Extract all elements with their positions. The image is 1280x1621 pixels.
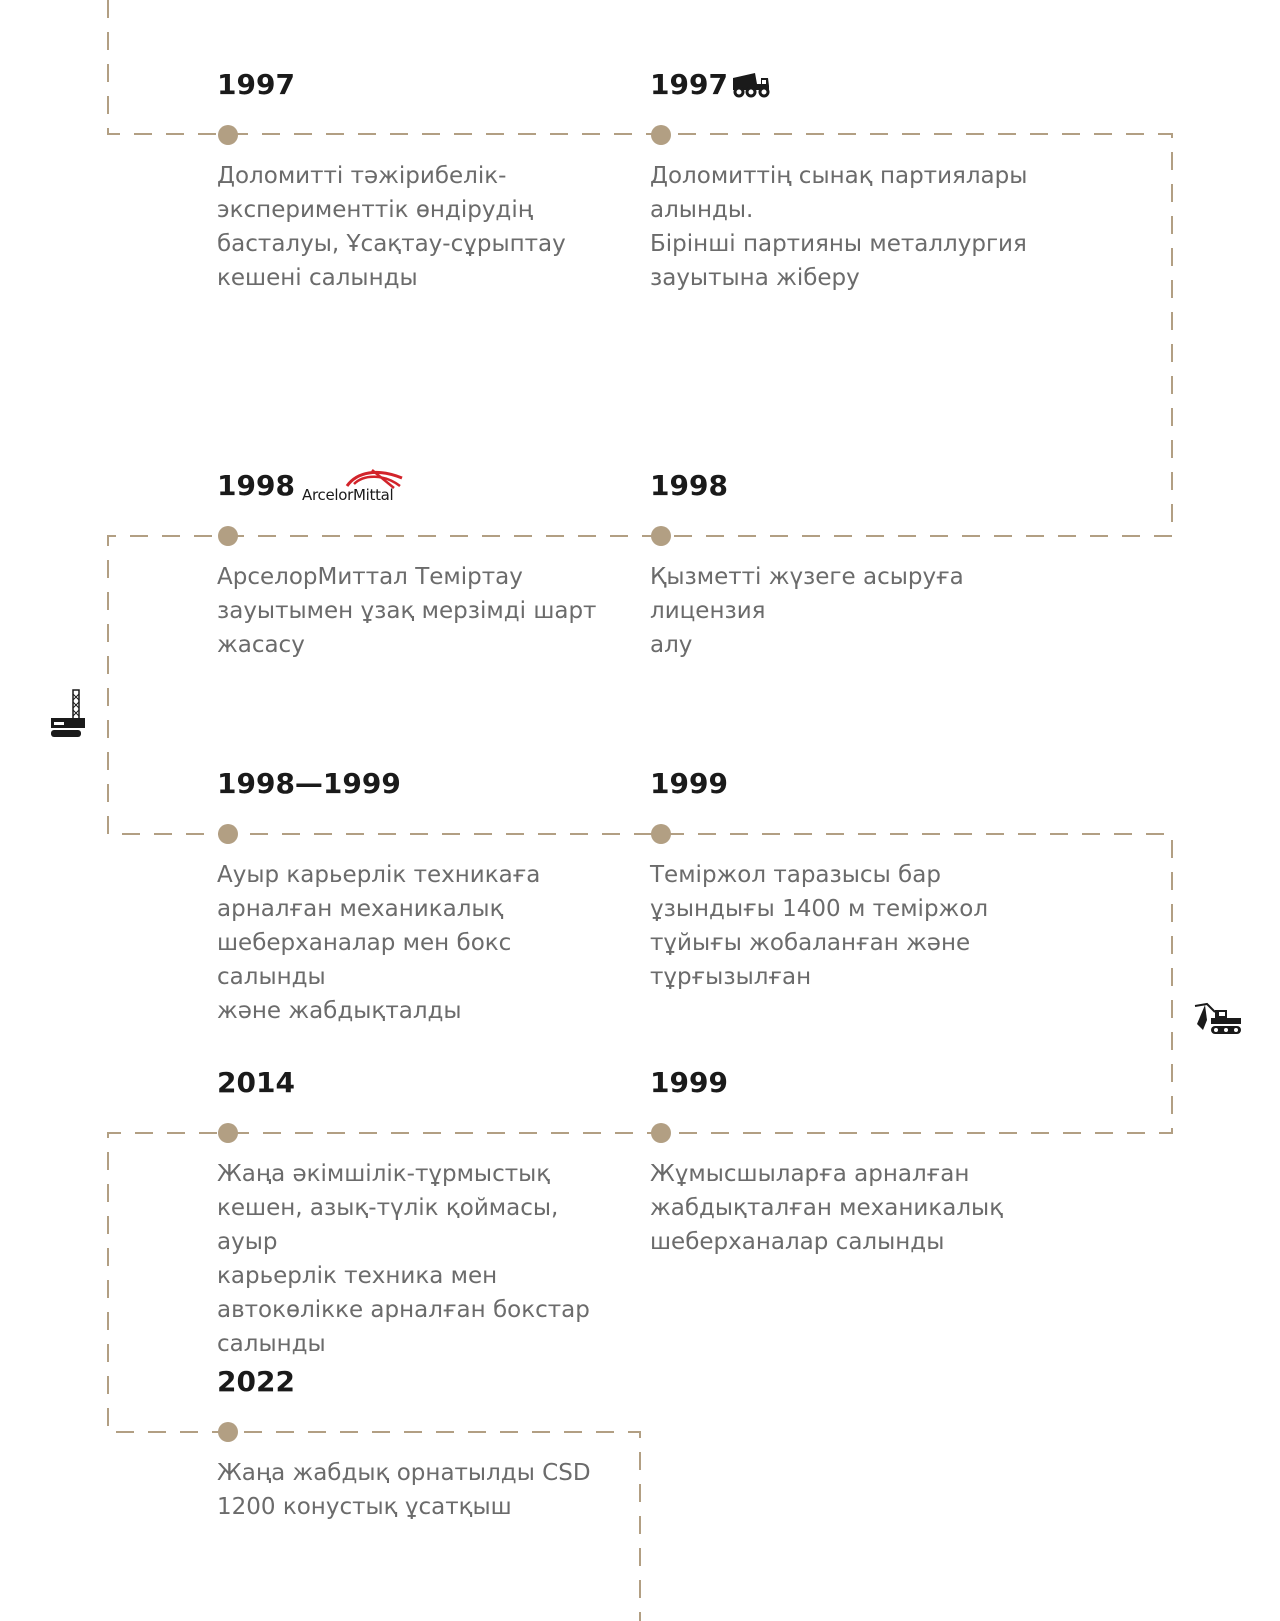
timeline-dot (651, 824, 671, 844)
event-year: 1997 (650, 68, 728, 101)
timeline-dot (651, 526, 671, 546)
timeline-dot (651, 125, 671, 145)
event-description: Ауыр карьерлік техникаға арналған механикалық шеберханалар мен бокс салынды және жабдықталды (217, 862, 541, 1024)
event-year: 1997 (217, 68, 295, 101)
event-description: Жұмысшыларға арналған жабдықталған механикалық шеберханалар салынды (650, 1161, 1004, 1255)
event-year: 1998—1999 (217, 767, 401, 800)
timeline-dot (218, 824, 238, 844)
event-year: 2014 (217, 1066, 295, 1099)
event-year: 1999 (650, 767, 728, 800)
event-year: 1998 (217, 469, 295, 502)
event-description: Жаңа жабдық орнатылды CSD 1200 конустық ұсатқыш (217, 1460, 591, 1520)
excavator-icon (1193, 1002, 1243, 1036)
timeline-dot (218, 1422, 238, 1442)
dump-truck-icon (731, 70, 771, 100)
event-description: АрселорМиттал Теміртау зауытымен ұзақ мерзімді шарт жасасу (217, 564, 597, 658)
event-description: Доломитті тәжірибелік- эксперименттік өндірудің басталуы, Ұсақтау-сұрыптау кешені салынды (217, 163, 566, 291)
arcelormittal-logo (302, 466, 412, 510)
event-year: 1998 (650, 469, 728, 502)
event-description: Қызметті жүзеге асыруға лицензия алу (650, 564, 964, 658)
event-description: Доломиттің сынақ партиялары алынды. Бірінші партияны металлургия зауытына жіберу (650, 163, 1028, 291)
timeline-dot (218, 125, 238, 145)
event-description: Теміржол таразысы бар ұзындығы 1400 м теміржол тұйығы жобаланған және тұрғызылған (650, 862, 989, 990)
timeline-dot (218, 526, 238, 546)
logo-text: ArcelorMittal (302, 486, 394, 504)
event-year: 1999 (650, 1066, 728, 1099)
timeline-dot (218, 1123, 238, 1143)
event-year: 2022 (217, 1365, 295, 1398)
event-description: Жаңа әкімшілік-тұрмыстық кешен, азық-түлік қоймасы, ауыр карьерлік техника мен автокөлікке арналған бокстар салынды (217, 1161, 590, 1357)
drilling-rig-icon (49, 688, 89, 740)
timeline-dot (651, 1123, 671, 1143)
